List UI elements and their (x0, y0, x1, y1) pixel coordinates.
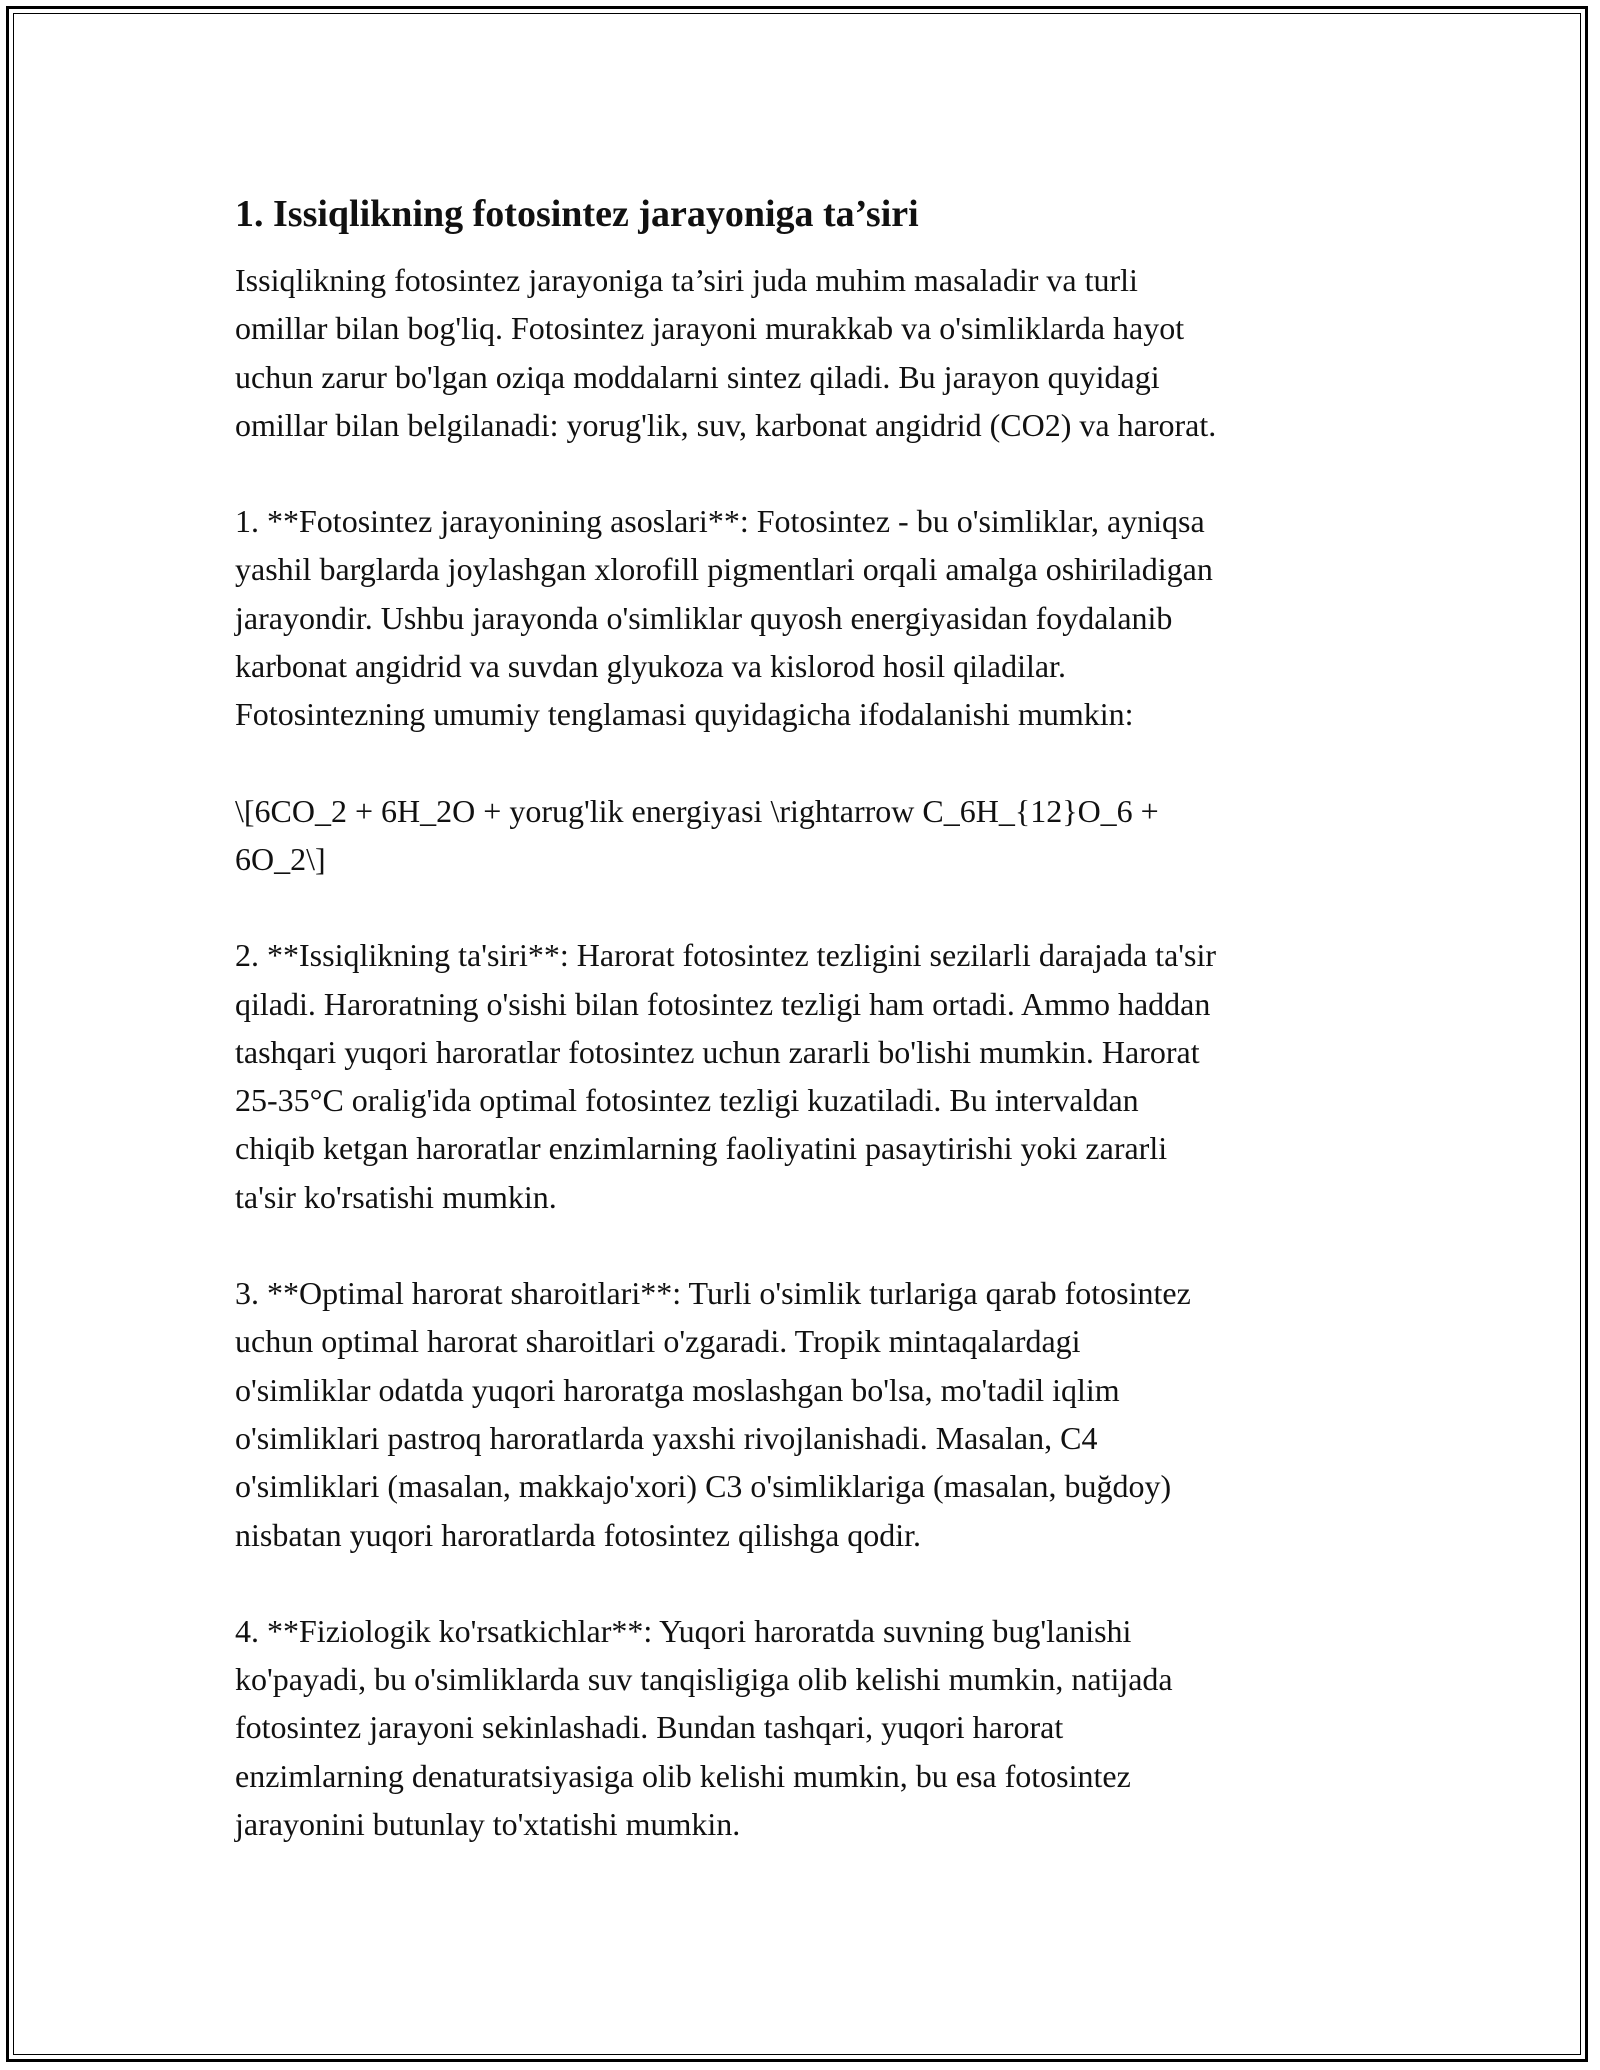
section-title: 1. Issiqlikning fotosintez jarayoniga ta’siri (235, 193, 919, 235)
point-4-paragraph: 4. **Fiziologik ko'rsatkichlar**: Yuqori haroratda suvning bug'lanishi ko'payadi, bu o'simliklarda suv tanqisligiga olib kelishi mumkin, natijada fotosintez jarayoni sekinlashadi. Bundan tashqari, yuqori harorat enzimlarning denaturatsiyasiga olib kelishi mumkin, bu esa fotosintez jarayonini butunlay to'xtatishi mumkin. (235, 1612, 1173, 1843)
document-body (235, 186, 1370, 1848)
point-1-paragraph: 1. **Fotosintez jarayonining asoslari**: Fotosintez - bu o'simliklar, ayniqsa yashil barglarda joylashgan xlorofill pigmentlari orqali amalga oshiriladigan jarayondir. Ushbu jarayonda o'simliklar quyosh energiyasidan foydalanib karbonat angidrid va suvdan glyukoza va kislorod hosil qiladilar. Fotosintezning umumiy tenglamasi quyidagicha ifodalanishi mumkin: (235, 503, 1213, 733)
intro-paragraph: Issiqlikning fotosintez jarayoniga ta’siri juda muhim masaladir va turli omillar bilan bog'liq. Fotosintez jarayoni murakkab va o'simliklarda hayot uchun zarur bo'lgan oziqa moddalarni sintez qiladi. Bu jarayon quyidagi omillar bilan belgilanadi: yorug'lik, suv, karbonat angidrid (CO2) va harorat. (235, 262, 1217, 443)
point-3-paragraph: 3. **Optimal harorat sharoitlari**: Turli o'simlik turlariga qarab fotosintez uchun optimal harorat sharoitlari o'zgaradi. Tropik mintaqalardagi o'simliklar odatda yuqori haroratga moslashgan bo'lsa, mo'tadil iqlim o'simliklari pastroq haroratlarda yaxshi rivojlanishadi. Masalan, C4 o'simliklari (masalan, makkajo'xori) C3 o'simliklariga (masalan, buğdoy) nisbatan yuqori haroratlarda fotosintez qilishga qodir. (235, 1275, 1191, 1553)
equation-paragraph: \[6CO_2 + 6H_2O + yorug'lik energiyasi \rightarrow C_6H_{12}O_6 + 6O_2\] (235, 792, 1159, 877)
point-2-paragraph: 2. **Issiqlikning ta'siri**: Harorat fotosintez tezligini sezilarli darajada ta'sir qiladi. Haroratning o'sishi bilan fotosintez tezligi ham ortadi. Ammo haddan tashqari yuqori haroratlar fotosintez uchun zararli bo'lishi mumkin. Harorat 25-35°C oralig'ida optimal fotosintez tezligi kuzatiladi. Bu intervaldan chiqib ketgan haroratlar enzimlarning faoliyatini pasaytirishi yoki zararli ta'sir ko'rsatishi mumkin. (235, 937, 1217, 1215)
